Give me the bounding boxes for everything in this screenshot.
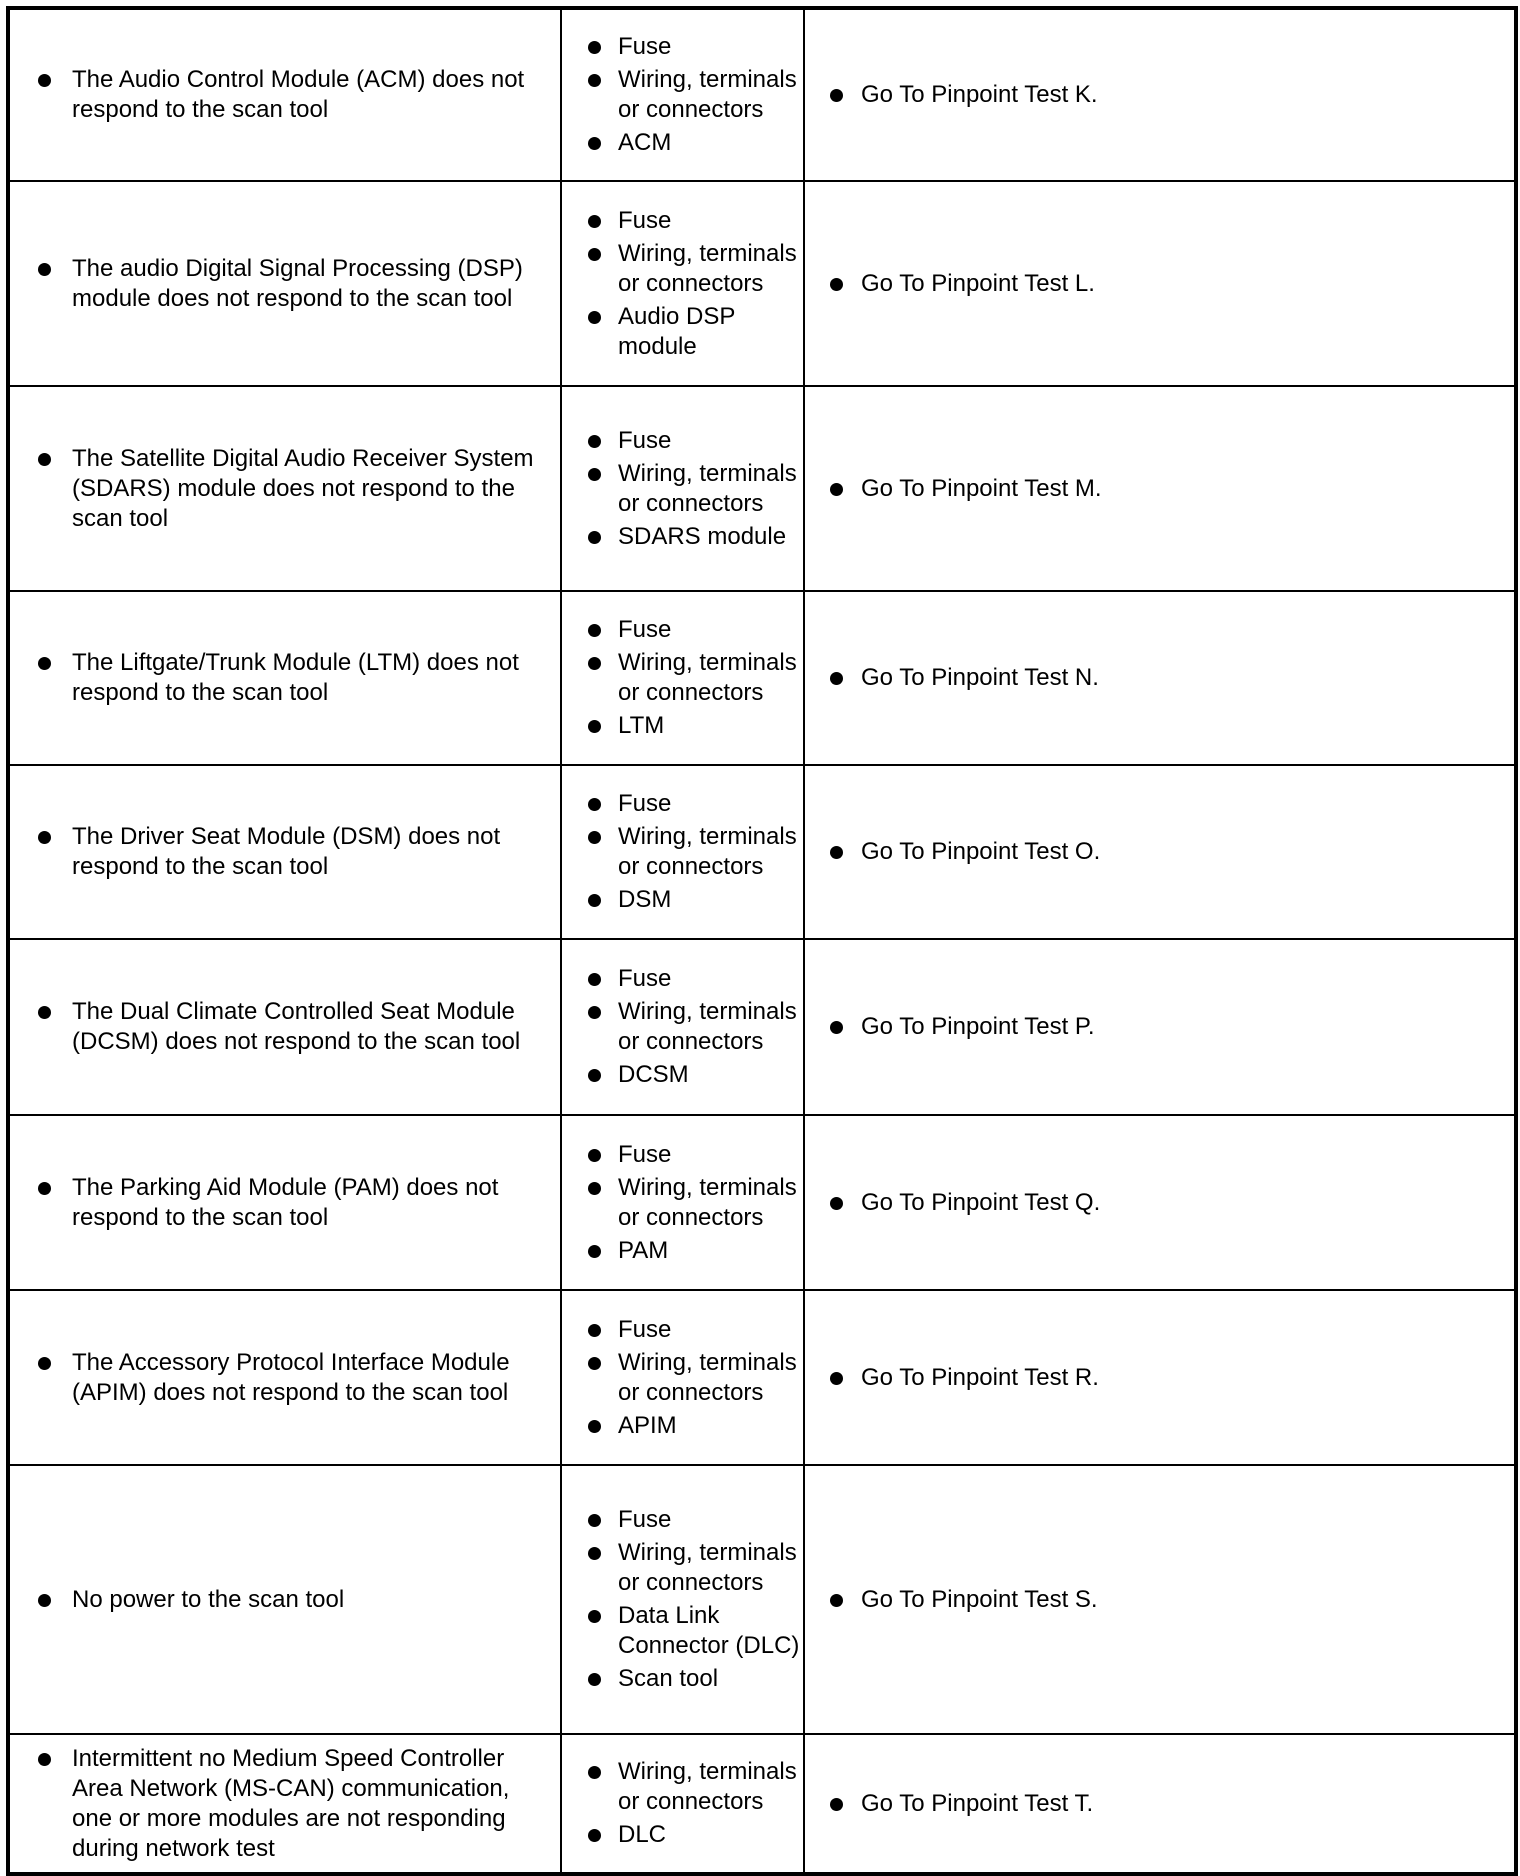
action-text: Go To Pinpoint Test P. xyxy=(805,1012,1514,1042)
possible-source-item: Wiring, terminals or connectors xyxy=(562,648,803,708)
symptom-cell xyxy=(8,1465,561,1734)
symptom-text: Intermittent no Medium Speed Controller Area Network (MS-CAN) communication, one or more modules are not responding during network test xyxy=(14,1744,554,1864)
possible-sources-cell xyxy=(561,765,804,939)
symptom-cell xyxy=(8,1290,561,1465)
possible-source-item: Fuse xyxy=(562,615,803,645)
possible-source-item: DLC xyxy=(562,1820,803,1850)
possible-source-item: Fuse xyxy=(562,32,803,62)
action-cell xyxy=(804,181,1516,386)
possible-source-item: LTM xyxy=(562,711,803,741)
symptom-text: The Liftgate/Trunk Module (LTM) does not respond to the scan tool xyxy=(14,648,554,708)
possible-source-item: Scan tool xyxy=(562,1664,803,1694)
table-row xyxy=(8,939,1516,1115)
symptom-text: The Parking Aid Module (PAM) does not respond to the scan tool xyxy=(14,1173,554,1233)
possible-source-item: Wiring, terminals or connectors xyxy=(562,65,803,125)
symptom-text: The Dual Climate Controlled Seat Module (DCSM) does not respond to the scan tool xyxy=(14,997,554,1057)
possible-source-item: Fuse xyxy=(562,1505,803,1535)
table-row xyxy=(8,386,1516,591)
symptom-cell xyxy=(8,181,561,386)
possible-source-item: Audio DSP module xyxy=(562,302,803,362)
possible-source-item: Fuse xyxy=(562,964,803,994)
symptom-cell xyxy=(8,591,561,765)
symptom-text: The audio Digital Signal Processing (DSP) module does not respond to the scan tool xyxy=(14,254,554,314)
symptom-cell xyxy=(8,1734,561,1874)
symptom-cell xyxy=(8,1115,561,1290)
possible-sources-cell xyxy=(561,386,804,591)
possible-source-item: Wiring, terminals or connectors xyxy=(562,1173,803,1233)
possible-source-item: Wiring, terminals or connectors xyxy=(562,1757,803,1817)
possible-source-item: Wiring, terminals or connectors xyxy=(562,1348,803,1408)
action-text: Go To Pinpoint Test R. xyxy=(805,1363,1514,1393)
action-cell xyxy=(804,591,1516,765)
table-row xyxy=(8,1734,1516,1874)
possible-sources-cell xyxy=(561,181,804,386)
action-cell xyxy=(804,1465,1516,1734)
action-cell xyxy=(804,1115,1516,1290)
action-cell xyxy=(804,939,1516,1115)
possible-source-item: Fuse xyxy=(562,1315,803,1345)
action-text: Go To Pinpoint Test O. xyxy=(805,837,1514,867)
symptom-cell xyxy=(8,939,561,1115)
table-row xyxy=(8,1465,1516,1734)
action-cell xyxy=(804,765,1516,939)
possible-sources-cell xyxy=(561,1115,804,1290)
table-row xyxy=(8,1115,1516,1290)
action-text: Go To Pinpoint Test S. xyxy=(805,1585,1514,1615)
possible-source-item: Fuse xyxy=(562,206,803,236)
possible-source-item: Data Link Connector (DLC) xyxy=(562,1601,803,1661)
action-cell xyxy=(804,386,1516,591)
symptom-text: The Satellite Digital Audio Receiver System (SDARS) module does not respond to the scan tool xyxy=(14,444,554,534)
action-text: Go To Pinpoint Test L. xyxy=(805,269,1514,299)
table-row xyxy=(8,8,1516,181)
possible-source-item: DCSM xyxy=(562,1060,803,1090)
possible-source-item: ACM xyxy=(562,128,803,158)
symptom-text: The Accessory Protocol Interface Module (APIM) does not respond to the scan tool xyxy=(14,1348,554,1408)
possible-sources-cell xyxy=(561,591,804,765)
possible-source-item: Wiring, terminals or connectors xyxy=(562,459,803,519)
possible-sources-cell xyxy=(561,1734,804,1874)
symptom-chart-table xyxy=(6,6,1518,1876)
possible-source-item: Wiring, terminals or connectors xyxy=(562,997,803,1057)
action-text: Go To Pinpoint Test K. xyxy=(805,80,1514,110)
action-cell xyxy=(804,8,1516,181)
table-row xyxy=(8,181,1516,386)
table-row xyxy=(8,1290,1516,1465)
symptom-text: No power to the scan tool xyxy=(14,1585,554,1615)
possible-source-item: SDARS module xyxy=(562,522,803,552)
action-text: Go To Pinpoint Test N. xyxy=(805,663,1514,693)
possible-source-item: DSM xyxy=(562,885,803,915)
action-cell xyxy=(804,1734,1516,1874)
symptom-text: The Driver Seat Module (DSM) does not respond to the scan tool xyxy=(14,822,554,882)
table-row xyxy=(8,765,1516,939)
possible-source-item: Fuse xyxy=(562,426,803,456)
possible-source-item: Wiring, terminals or connectors xyxy=(562,239,803,299)
table-row xyxy=(8,591,1516,765)
possible-sources-cell xyxy=(561,8,804,181)
action-text: Go To Pinpoint Test T. xyxy=(805,1789,1514,1819)
action-cell xyxy=(804,1290,1516,1465)
possible-source-item: Fuse xyxy=(562,789,803,819)
possible-sources-cell xyxy=(561,1290,804,1465)
symptom-cell xyxy=(8,386,561,591)
possible-source-item: PAM xyxy=(562,1236,803,1266)
symptom-cell xyxy=(8,8,561,181)
symptom-text: The Audio Control Module (ACM) does not respond to the scan tool xyxy=(14,65,554,125)
action-text: Go To Pinpoint Test M. xyxy=(805,474,1514,504)
possible-sources-cell xyxy=(561,1465,804,1734)
possible-source-item: APIM xyxy=(562,1411,803,1441)
possible-source-item: Wiring, terminals or connectors xyxy=(562,1538,803,1598)
action-text: Go To Pinpoint Test Q. xyxy=(805,1188,1514,1218)
possible-source-item: Wiring, terminals or connectors xyxy=(562,822,803,882)
symptom-cell xyxy=(8,765,561,939)
possible-source-item: Fuse xyxy=(562,1140,803,1170)
possible-sources-cell xyxy=(561,939,804,1115)
